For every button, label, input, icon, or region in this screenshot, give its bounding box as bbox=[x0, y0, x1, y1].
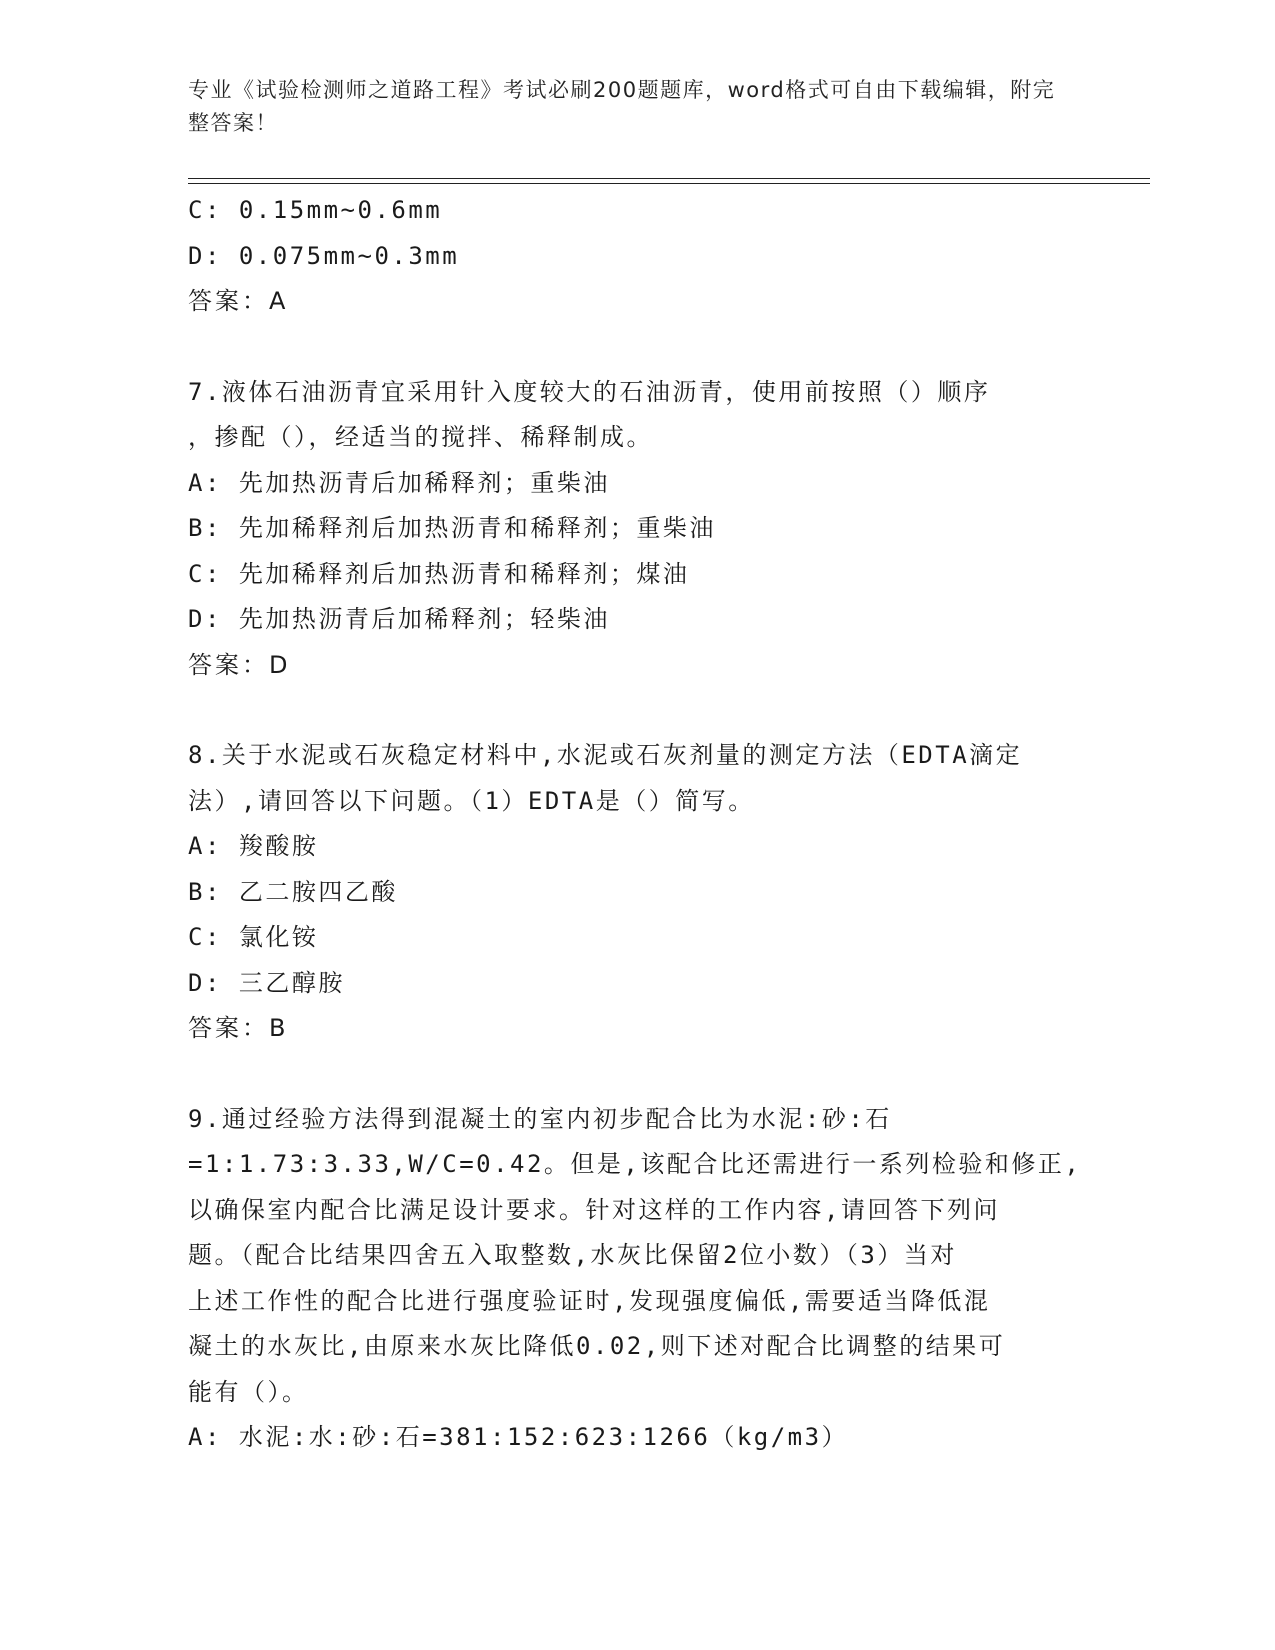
question-6-tail bbox=[188, 188, 1088, 325]
question-stem-line: ，掺配（），经适当的搅拌、稀释制成。 bbox=[188, 423, 653, 451]
answer-line: 答案：D bbox=[188, 650, 291, 679]
option-line: C: 先加稀释剂后加热沥青和稀释剂；煤油 bbox=[188, 559, 690, 588]
question-stem-line: 上述工作性的配合比进行强度验证时,发现强度偏低,需要适当降低混 bbox=[188, 1286, 991, 1315]
question-9 bbox=[188, 1097, 1088, 1461]
option-line: A: 先加热沥青后加稀释剂；重柴油 bbox=[188, 468, 610, 497]
answer-line: 答案：B bbox=[188, 1014, 289, 1042]
option-line: D: 先加热沥青后加稀释剂；轻柴油 bbox=[188, 605, 610, 633]
header-rule-top bbox=[188, 178, 1150, 179]
question-7 bbox=[188, 370, 1088, 689]
option-line: C: 0.15mm~0.6mm bbox=[188, 196, 443, 224]
question-stem-line: 7.液体石油沥青宜采用针入度较大的石油沥青，使用前按照（）顺序 bbox=[188, 377, 991, 406]
question-stem-line: 凝土的水灰比,由原来水灰比降低0.02,则下述对配合比调整的结果可 bbox=[188, 1332, 1006, 1360]
option-line: C: 氯化铵 bbox=[188, 923, 319, 951]
question-stem-line: 9.通过经验方法得到混凝土的室内初步配合比为水泥:砂:石 bbox=[188, 1104, 892, 1133]
question-stem-line: =1:1.73:3.33,W/C=0.42。但是,该配合比还需进行一系列检验和修正, bbox=[188, 1150, 1082, 1178]
question-stem-line: 法）,请回答以下问题。（1）EDTA是（）简写。 bbox=[188, 786, 755, 815]
question-stem-line: 能有（）。 bbox=[188, 1377, 309, 1406]
document-content bbox=[188, 188, 1088, 1461]
header-rule-bottom bbox=[188, 183, 1150, 184]
option-line: D: 三乙醇胺 bbox=[188, 968, 345, 997]
option-line: B: 乙二胺四乙酸 bbox=[188, 877, 398, 906]
question-stem-line: 8.关于水泥或石灰稳定材料中,水泥或石灰剂量的测定方法（EDTA滴定 bbox=[188, 741, 1023, 769]
question-stem-line: 题。（配合比结果四舍五入取整数,水灰比保留2位小数）（3）当对 bbox=[188, 1241, 957, 1269]
option-line: D: 0.075mm~0.3mm bbox=[188, 241, 460, 270]
answer-line: 答案：A bbox=[188, 287, 289, 315]
option-line: A: 水泥:水:砂:石=381:152:623:1266（kg/m3） bbox=[188, 1423, 849, 1451]
question-8 bbox=[188, 733, 1088, 1052]
question-stem-line: 以确保室内配合比满足设计要求。针对这样的工作内容,请回答下列问 bbox=[188, 1195, 1000, 1224]
option-line: B: 先加稀释剂后加热沥青和稀释剂；重柴油 bbox=[188, 514, 716, 542]
page-header: 专业《试验检测师之道路工程》考试必刷200题题库，word格式可自由下载编辑，附完整答案！ bbox=[188, 78, 1056, 135]
option-line: A: 羧酸胺 bbox=[188, 832, 319, 860]
